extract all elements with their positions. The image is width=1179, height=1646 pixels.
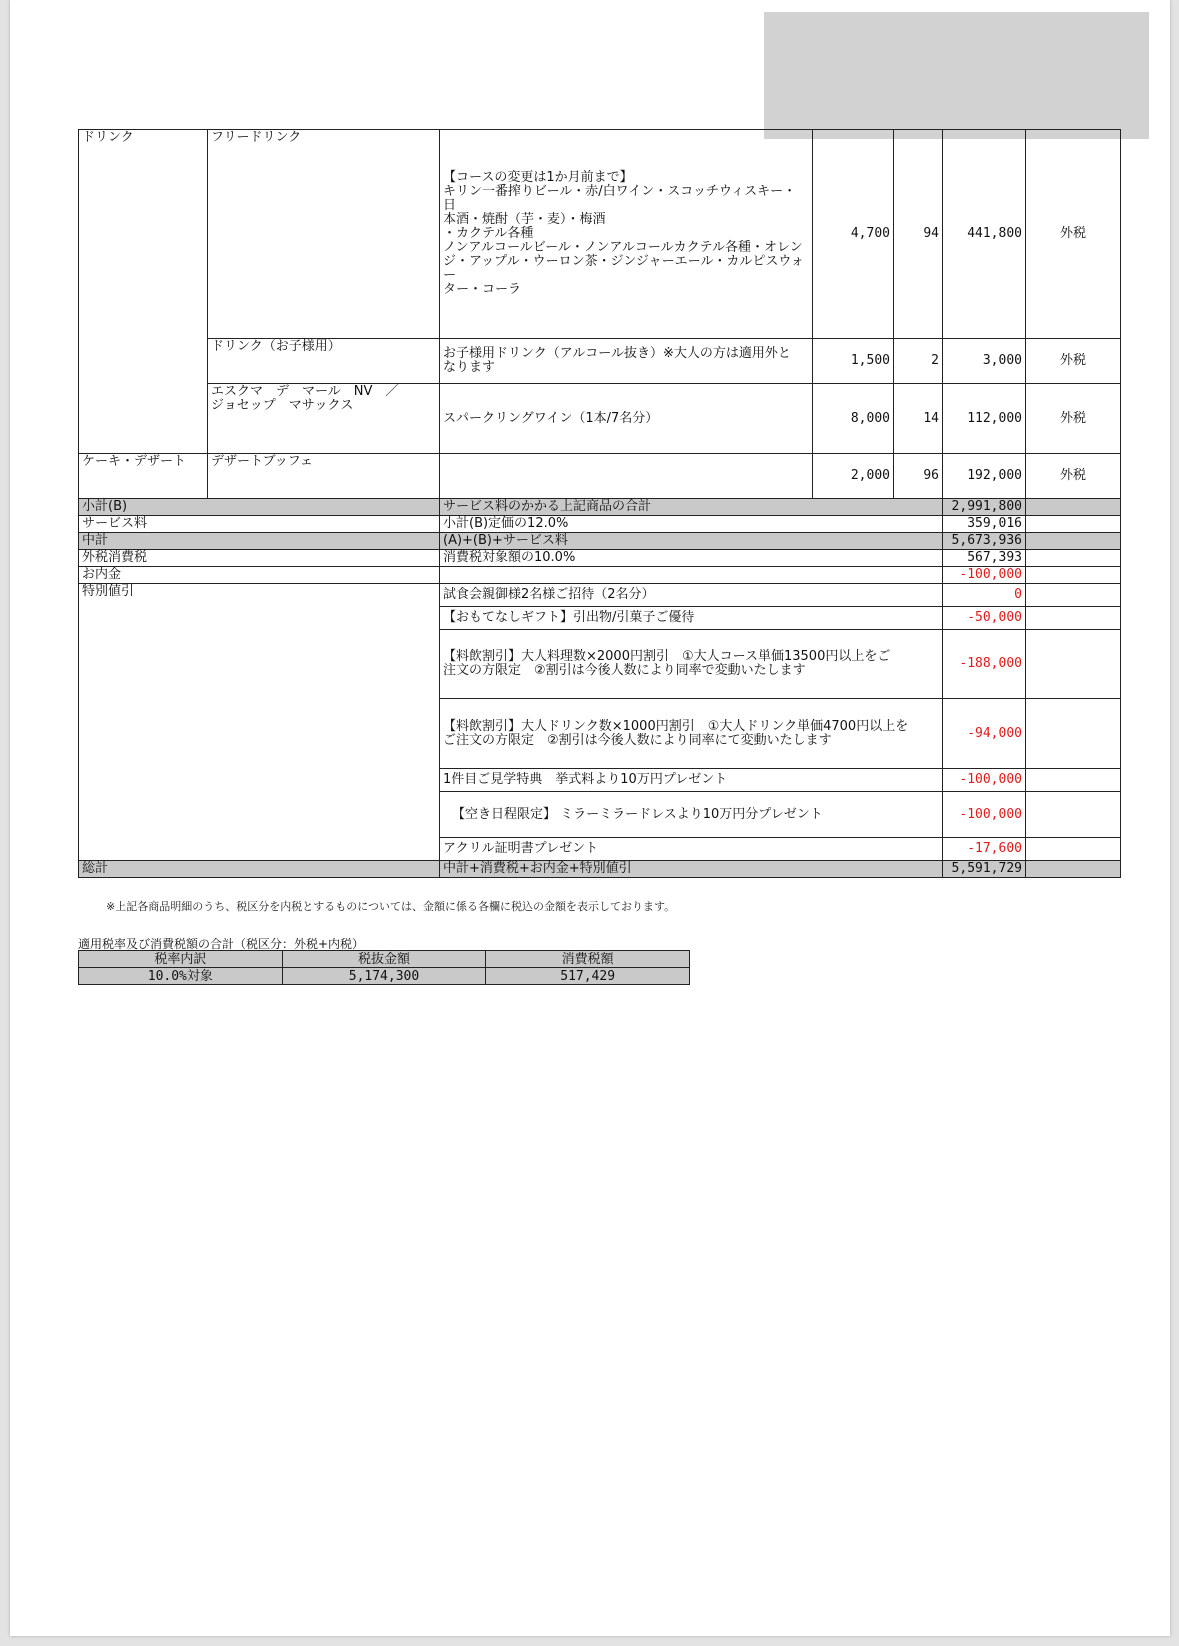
item-row (79, 384, 1121, 454)
tax-row (79, 550, 1121, 567)
summary-label: 小計(B) (79, 499, 440, 516)
discount-amount: -17,600 (943, 838, 1026, 861)
invoice-page (10, 0, 1170, 1636)
grand-total-row (79, 861, 1121, 878)
tax-summary-table (78, 950, 690, 985)
item-tax-type: 外税 (1026, 454, 1121, 499)
item-unit-price: 4,700 (813, 130, 894, 339)
item-row (79, 454, 1121, 499)
tax-net-amount: 5,174,300 (282, 968, 486, 985)
item-tax-type: 外税 (1026, 339, 1121, 384)
grand-total-amount: 5,591,729 (943, 861, 1026, 878)
item-row (79, 339, 1121, 384)
discount-description: 【料飲割引】大人ドリンク数×1000円割引 ①大人ドリンク単価4700円以上を ご注文の方限定 ②割引は今後人数により同率にて変動いたします (440, 699, 943, 769)
tax-header-rate: 税率内訳 (79, 951, 283, 968)
item-category: ドリンク (79, 130, 208, 454)
item-description (440, 454, 813, 499)
item-qty: 96 (894, 454, 943, 499)
discount-amount: 0 (943, 584, 1026, 607)
summary-label: サービス料 (79, 516, 440, 533)
discount-amount: -188,000 (943, 630, 1026, 699)
item-name: ドリンク（お子様用） (208, 339, 440, 384)
summary-description: 小計(B)定価の12.0% (440, 516, 943, 533)
discount-description: アクリル証明書プレゼント (440, 838, 943, 861)
summary-label: 外税消費税 (79, 550, 440, 567)
discount-amount: -100,000 (943, 792, 1026, 838)
grand-total-description: 中計+消費税+お内金+特別値引 (440, 861, 943, 878)
tax-header-tax: 消費税額 (486, 951, 690, 968)
tax-summary-row (79, 968, 690, 985)
tax-amount: 517,429 (486, 968, 690, 985)
discount-description: 【料飲割引】大人料理数×2000円割引 ①大人コース単価13500円以上をご 注文の方限定 ②割引は今後人数により同率で変動いたします (440, 630, 943, 699)
item-amount: 441,800 (943, 130, 1026, 339)
redacted-area (764, 12, 1149, 139)
item-name: エスクマ デ マール NV ／ ジョセップ マサックス (208, 384, 440, 454)
summary-description (440, 567, 943, 584)
summary-label: お内金 (79, 567, 440, 584)
item-category: ケーキ・デザート (79, 454, 208, 499)
item-tax-type: 外税 (1026, 130, 1121, 339)
midtotal-row (79, 533, 1121, 550)
subtotal-b-row (79, 499, 1121, 516)
item-unit-price: 2,000 (813, 454, 894, 499)
item-description: 【コースの変更は1か月前まで】 キリン一番搾りビール・赤/白ワイン・スコッチウィスキー・日 本酒・焼酎（芋・麦）・梅酒 ・カクテル各種 ノンアルコールビール・ノンアルコールカクテル各種・オレン ジ・アップル・ウーロン茶・ジンジャーエール・カルピスウォー ター・コーラ (440, 130, 813, 339)
item-row (79, 130, 1121, 339)
grand-total-label: 総計 (79, 861, 440, 878)
summary-amount: 2,991,800 (943, 499, 1026, 516)
discount-description: 1件目ご見学特典 挙式料より10万円プレゼント (440, 769, 943, 792)
summary-amount: 359,016 (943, 516, 1026, 533)
item-qty: 94 (894, 130, 943, 339)
discount-description: 試食会親御様2名様ご招待（2名分） (440, 584, 943, 607)
discount-description: 【おもてなしギフト】引出物/引菓子ご優待 (440, 607, 943, 630)
discount-amount: -100,000 (943, 769, 1026, 792)
item-qty: 2 (894, 339, 943, 384)
item-unit-price: 1,500 (813, 339, 894, 384)
tax-summary-title: 適用税率及び消費税額の合計（税区分：外税+内税） (78, 937, 365, 951)
service-charge-row (79, 516, 1121, 533)
item-description: スパークリングワイン（1本/7名分） (440, 384, 813, 454)
discount-amount: -94,000 (943, 699, 1026, 769)
discount-description: 【空き日程限定】 ミラーミラードレスより10万円分プレゼント (440, 792, 943, 838)
tax-rate: 10.0%対象 (79, 968, 283, 985)
summary-amount: 5,673,936 (943, 533, 1026, 550)
discount-label: 特別値引 (79, 584, 440, 861)
discount-amount: -50,000 (943, 607, 1026, 630)
summary-amount: 567,393 (943, 550, 1026, 567)
summary-amount: -100,000 (943, 567, 1026, 584)
item-unit-price: 8,000 (813, 384, 894, 454)
item-description: お子様用ドリンク（アルコール抜き）※大人の方は適用外と なります (440, 339, 813, 384)
invoice-table (78, 129, 1121, 878)
item-name: デザートブッフェ (208, 454, 440, 499)
deposit-row (79, 567, 1121, 584)
tax-note: ※上記各商品明細のうち、税区分を内税とするものについては、金額に係る各欄に税込の金額を表示しております。 (106, 900, 676, 913)
item-qty: 14 (894, 384, 943, 454)
tax-summary-header-row (79, 951, 690, 968)
item-amount: 192,000 (943, 454, 1026, 499)
item-name: フリードリンク (208, 130, 440, 339)
item-amount: 3,000 (943, 339, 1026, 384)
item-tax-type: 外税 (1026, 384, 1121, 454)
item-amount: 112,000 (943, 384, 1026, 454)
tax-header-net: 税抜金額 (282, 951, 486, 968)
summary-description: サービス料のかかる上記商品の合計 (440, 499, 943, 516)
summary-label: 中計 (79, 533, 440, 550)
summary-description: 消費税対象額の10.0% (440, 550, 943, 567)
summary-description: (A)+(B)+サービス料 (440, 533, 943, 550)
discount-row (79, 584, 1121, 607)
